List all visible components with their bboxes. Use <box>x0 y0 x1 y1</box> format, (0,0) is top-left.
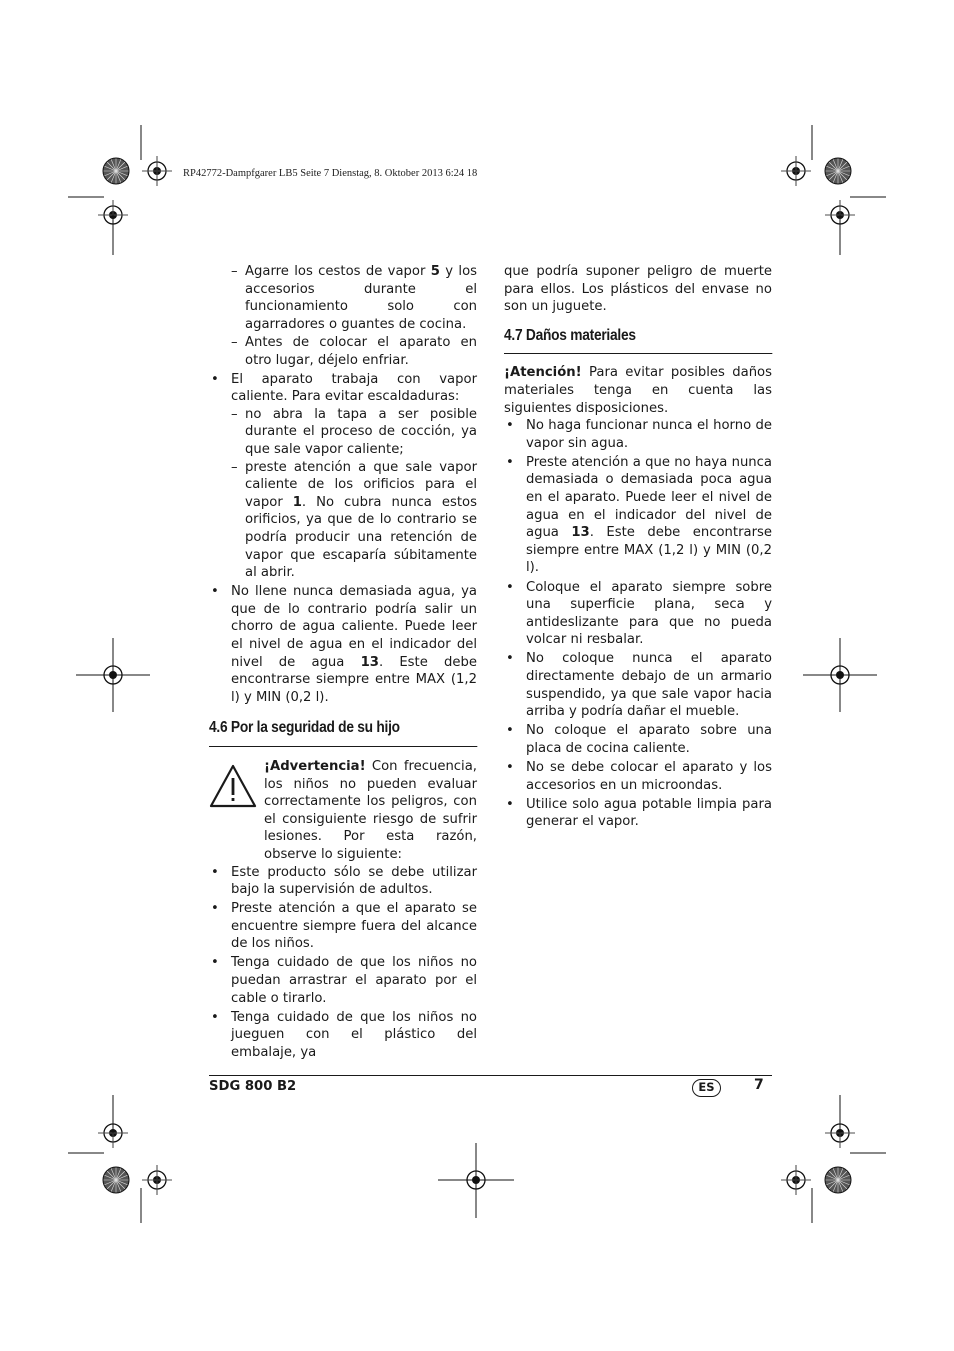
left-column <box>209 263 477 1063</box>
warning-text: ¡Advertencia! Con frecuencia, los niños no pueden evaluar correctamente los peligros, con el consiguiente riesgo de sufrir lesiones. Por esta razón, observe lo siguiente: <box>264 758 477 862</box>
warning-label: ¡Advertencia! <box>264 758 366 774</box>
language-badge: ES <box>692 1079 721 1097</box>
list-item: • No coloque el aparato sobre una placa de cocina caliente. <box>504 722 772 757</box>
sub-dash-lid: – no abra la tapa a ser posible durante el proceso de cocción, ya que sale vapor caliente; <box>231 406 477 459</box>
list-item: • Coloque el aparato siempre sobre una superficie plana, seca y antideslizante para que no pueda volcar ni resbalar. <box>504 579 772 649</box>
list-item: • No coloque nunca el aparato directamente debajo de un armario suspendido, ya que sale vapor hacia arriba y podría dañar el mueble. <box>504 650 772 720</box>
warning-triangle-icon <box>209 764 257 808</box>
list-item: • No se debe colocar el aparato y los accesorios en un microondas. <box>504 759 772 794</box>
page-number: 7 <box>754 1077 764 1093</box>
bullet-water-level: • No llene nunca demasiada agua, ya que de lo contrario podría salir un chorro de agua caliente. Puede leer el nivel de agua en el indicador del nivel de agua 13. Este debe encontrarse siempre entre MAX (1,2 l) y MIN (0,2 l). <box>209 583 477 706</box>
right-column <box>504 263 772 832</box>
section-title-child-safety: 4.6 Por la seguridad de su hijo <box>209 719 477 747</box>
footer-model: SDG 800 B2 <box>209 1079 297 1094</box>
dash-item-baskets: – Agarre los cestos de vapor 5 y los accesorios durante el funcionamiento solo con agarradores o guantes de cocina. <box>209 263 477 333</box>
list-item: • Tenga cuidado de que los niños no jueguen con el plástico del embalaje, ya <box>209 1009 477 1062</box>
sub-dash-vents: – preste atención a que sale vapor caliente de los orificios para el vapor 1. No cubra nunca estos orificios, ya que de lo contrario se podría producir una retención de vapor que escaparía súbitamente al abrir. <box>231 459 477 582</box>
attention-label: ¡Atención! <box>504 365 582 381</box>
list-item: • Preste atención a que el aparato se encuentre siempre fuera del alcance de los niños. <box>209 900 477 953</box>
continuation-text: que podría suponer peligro de muerte para ellos. Los plásticos del envase no son un juguete. <box>504 264 772 315</box>
section-title-material-damage: 4.7 Daños materiales <box>504 327 772 355</box>
print-info-header: RP42772-Dampfgarer LB5 Seite 7 Dienstag, 8. Oktober 2013 6:24 18 <box>183 168 478 179</box>
footer-divider <box>209 1075 772 1076</box>
list-item: • Este producto sólo se debe utilizar bajo la supervisión de adultos. <box>209 864 477 899</box>
list-item: • Utilice solo agua potable limpia para generar el vapor. <box>504 796 772 831</box>
list-item: • No haga funcionar nunca el horno de vapor sin agua. <box>504 417 772 452</box>
dash-item-cool-down: – Antes de colocar el aparato en otro lugar, déjelo enfriar. <box>209 334 477 369</box>
bullet-hot-steam-text: El aparato trabaja con vapor caliente. Para evitar escaldaduras: <box>231 371 477 405</box>
bullet-hot-steam <box>209 371 477 582</box>
list-item: • Tenga cuidado de que los niños no puedan arrastrar el aparato por el cable o tirarlo. <box>209 954 477 1007</box>
attention-text: ¡Atención! Para evitar posibles daños materiales tenga en cuenta las siguientes disposiciones. <box>504 365 772 416</box>
warning-block <box>209 758 477 864</box>
list-item: • Preste atención a que no haya nunca demasiada o demasiada poca agua en el aparato. Puede leer el nivel de agua en el indicador del nivel de agua 13. Este debe encontrarse siempre entre MAX (1,2 l) y MIN (0,2 l). <box>504 454 772 577</box>
